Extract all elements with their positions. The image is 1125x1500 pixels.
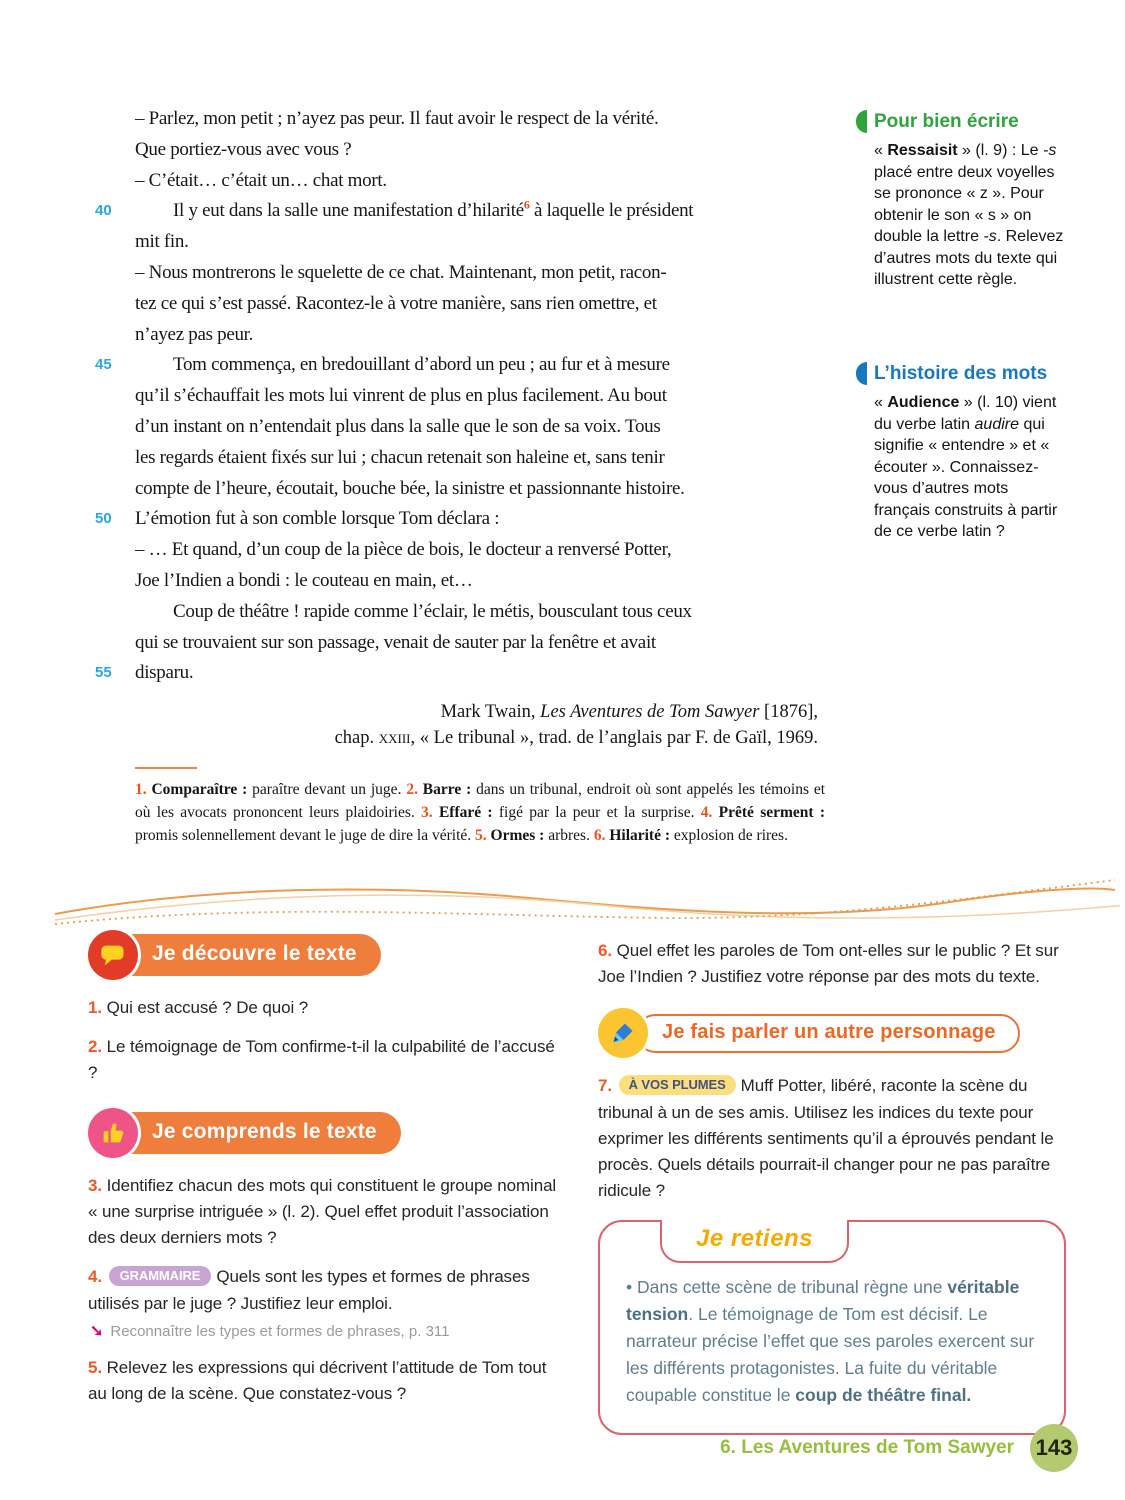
- sidebar-box-body: « Ressaisit » (l. 9) : Le -s placé entre deux voyelles se prononce « z ». Pour obtenir le son « s » on double la lettre -s. Relevez d’autres mots du texte qui illustrent cette règle.: [874, 142, 1064, 288]
- line-number: [95, 104, 135, 135]
- activities-left-column: [88, 928, 558, 1420]
- text-line: [95, 658, 840, 689]
- line-text: n’ayez pas peur.: [135, 323, 254, 345]
- line-number: 50: [95, 510, 112, 528]
- section-title: Je comprends le texte: [126, 1112, 401, 1154]
- line-text: Joe l’Indien a bondi : le couteau en main, et…: [135, 569, 473, 591]
- line-number: [95, 566, 135, 597]
- line-number: 55: [95, 664, 112, 682]
- question-1: 1. Qui est accusé ? De quoi ?: [88, 998, 309, 1017]
- sidebar-box-body: « Audience » (l. 10) vient du verbe latin audire qui signifie « entendre » et « écouter ». Connaissez-vous d’autres mots français construits à partir de ce verbe latin ?: [874, 394, 1058, 540]
- section-header-je-decouvre: [88, 928, 558, 982]
- text-line: [95, 104, 840, 135]
- line-number: [95, 412, 135, 443]
- line-text: mit fin.: [135, 231, 189, 253]
- grammar-reference: [90, 1321, 558, 1341]
- text-line: [95, 196, 840, 227]
- text-line: [95, 535, 840, 566]
- line-number: [95, 535, 135, 566]
- text-line: [95, 320, 840, 351]
- line-number: [95, 135, 135, 166]
- line-number: [95, 289, 135, 320]
- text-line: [95, 135, 840, 166]
- text-line: [95, 258, 840, 289]
- chapter-label: 6. Les Aventures de Tom Sawyer: [720, 1437, 1014, 1458]
- question-4: 4. GRAMMAIRE Quels sont les types et formes de phrases utilisés par le juge ? Justifiez leur emploi.: [88, 1267, 530, 1313]
- line-text: Il y eut dans la salle une manifestation d’hilarité$^6$ à laquelle le président: [173, 198, 694, 222]
- line-text: d’un instant on n’entendait plus dans la salle que le son de sa voix. Tous: [135, 415, 661, 437]
- line-text: L’émotion fut à son comble lorsque Tom déclara :: [135, 508, 500, 530]
- line-text: Tom commença, en bredouillant d’abord un peu ; au fur et à mesure: [173, 354, 670, 376]
- attribution-line-1: Mark Twain, Les Aventures de Tom Sawyer [1876],: [440, 702, 818, 723]
- je-retiens-tab: [660, 1220, 849, 1263]
- je-retiens-title: Je retiens: [696, 1225, 814, 1252]
- question-6: 6. Quel effet les paroles de Tom ont-elles sur le public ? Et sur Joe l’Indien ? Justifiez votre réponse par des mots du texte.: [598, 941, 1059, 986]
- line-text: Coup de théâtre ! rapide comme l’éclair, le métis, bousculant tous ceux: [173, 600, 692, 622]
- question-7: 7. À VOS PLUMES Muff Potter, libéré, raconte la scène du tribunal à un de ses amis. Utilisez les indices du texte pour exprimer les différents sentiments qu’il a éprouvés pendant le procès. Quels détails pourrait-il changer pour ne pas paraître ridicule ?: [598, 1076, 1054, 1200]
- line-text: – Nous montrerons le squelette de ce chat. Maintenant, mon petit, racon-: [135, 261, 667, 283]
- je-retiens-body: • Dans cette scène de tribunal règne une véritable tension. Le témoignage de Tom est décisif. Le narrateur précise l’effet que ses paroles exercent sur les différents protagonistes. La fuite du véritable coupable constitue le coup de théâtre final.: [626, 1277, 1035, 1405]
- line-number: [95, 320, 135, 351]
- question-2: 2. Le témoignage de Tom confirme-t-il la culpabilité de l’accusé ?: [88, 1037, 555, 1082]
- ref-text: Reconnaître les types et formes de phrases, p. 311: [110, 1323, 450, 1340]
- text-line: [95, 597, 840, 628]
- line-text: les regards étaient fixés sur lui ; chacun retenait son haleine et, sans tenir: [135, 446, 665, 468]
- line-number: [95, 443, 135, 474]
- line-text: – Parlez, mon petit ; n’ayez pas peur. Il faut avoir le respect de la vérité.: [135, 108, 659, 129]
- text-line: [95, 504, 840, 535]
- sidebar-box-title-text: L’histoire des mots: [874, 362, 1048, 384]
- green-half-disc-icon: [856, 110, 867, 133]
- section-header-je-comprends: [88, 1106, 558, 1160]
- line-number: [95, 258, 135, 289]
- line-number: 40: [95, 202, 112, 220]
- question-5: 5. Relevez les expressions qui décrivent l’attitude de Tom tout au long de la scène. Que constatez-vous ?: [88, 1358, 547, 1403]
- text-line: [95, 289, 840, 320]
- sidebar-box-title: [856, 362, 1068, 385]
- line-number: [95, 166, 135, 197]
- je-retiens-box: [598, 1220, 1066, 1435]
- speech-bubble-icon: [88, 930, 138, 980]
- activities-right-column: [598, 938, 1066, 1435]
- section-title: Je découvre le texte: [126, 934, 381, 976]
- source-attribution: [95, 699, 818, 751]
- line-text: qui se trouvaient sur son passage, venait de sauter par la fenêtre et avait: [135, 631, 656, 653]
- line-number: [95, 628, 135, 659]
- attribution-line-2: chap. xxiii, « Le tribunal », trad. de l’anglais par F. de Gaïl, 1969.: [334, 728, 818, 749]
- sidebar-box-pour-bien-ecrire: [856, 110, 1068, 291]
- pen-icon: [598, 1008, 648, 1058]
- thumbs-up-icon: [88, 1108, 138, 1158]
- text-line: [95, 474, 840, 505]
- ref-arrow-icon: ➘: [90, 1323, 104, 1340]
- section-title: Je fais parler un autre personnage: [636, 1014, 1020, 1053]
- text-line: [95, 628, 840, 659]
- sidebar-box-title-text: Pour bien écrire: [874, 110, 1019, 132]
- page-number-badge: 143: [1030, 1424, 1078, 1472]
- footnote-divider: [135, 767, 197, 769]
- line-text: Que portiez-vous avec vous ?: [135, 138, 352, 160]
- text-line: [95, 350, 840, 381]
- text-line: [95, 381, 840, 412]
- text-line: [95, 566, 840, 597]
- line-number: [95, 474, 135, 505]
- section-header-je-fais-parler: [598, 1006, 1066, 1060]
- line-text: – … Et quand, d’un coup de la pièce de bois, le docteur a renversé Potter,: [135, 539, 672, 561]
- line-number: [95, 227, 135, 258]
- sidebar-box-histoire-des-mots: [856, 362, 1068, 543]
- line-text: – C’était… c’était un… chat mort.: [135, 169, 387, 191]
- line-text: tez ce qui s’est passé. Racontez-le à votre manière, sans rien omettre, et: [135, 292, 657, 314]
- page-footer: [0, 1424, 1078, 1472]
- line-text: compte de l’heure, écoutait, bouche bée, la sinistre et passionnante histoire.: [135, 477, 685, 499]
- text-line: [95, 166, 840, 197]
- wavy-divider: [50, 872, 1120, 932]
- footnotes: 1. Comparaître : paraître devant un juge. 2. Barre : dans un tribunal, endroit où sont appelés les témoins et où les avocats prononcent leurs plaidoiries. 3. Effaré : figé par la peur et la surprise. 4. Prêté serment : promis solennellement devant le juge de dire la vérité. 5. Ormes : arbres. 6. Hilarité : explosion de rires.: [135, 781, 826, 845]
- reading-text: [95, 104, 840, 689]
- line-text: qu’il s’échauffait les mots lui vinrent de plus en plus facilement. Au bout: [135, 385, 667, 407]
- text-line: [95, 227, 840, 258]
- sidebar-box-title: [856, 110, 1068, 133]
- text-line: [95, 443, 840, 474]
- reading-column: [95, 104, 840, 847]
- blue-half-disc-icon: [856, 362, 867, 385]
- line-number: 45: [95, 356, 112, 374]
- line-text: disparu.: [135, 662, 194, 684]
- line-number: [95, 381, 135, 412]
- line-number: [95, 597, 135, 628]
- question-3: 3. Identifiez chacun des mots qui constituent le groupe nominal « une surprise intriguée » (l. 2). Quel effet produit l’association des deux derniers mots ?: [88, 1176, 557, 1247]
- text-line: [95, 412, 840, 443]
